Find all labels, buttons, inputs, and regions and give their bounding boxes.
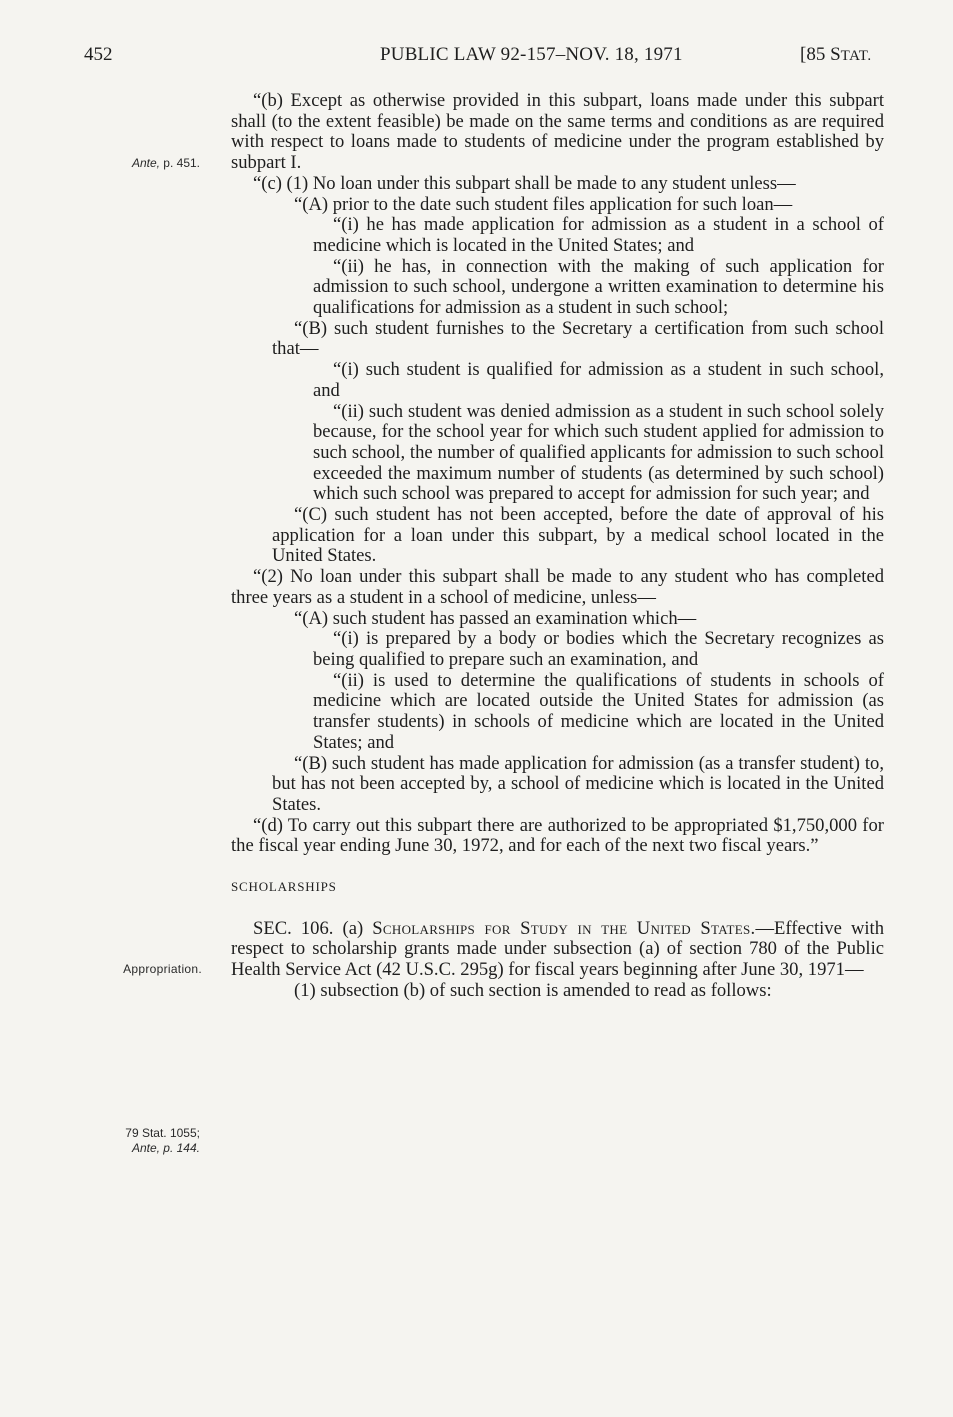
page-number: 452: [84, 44, 113, 65]
paragraph-106-1: (1) subsection (b) of such section is amended to read as follows:: [294, 979, 772, 1001]
paragraph-c1-B: “(B) such student furnishes to the Secretary a certification from such school that—: [272, 317, 884, 360]
margin-note-ante-page: p. 451.: [159, 156, 200, 170]
paragraph-c1-B-ii: “(ii) such student was denied admission as a student in such school solely because, for the school year for which such student applied for admission to such school, the number of qualified applicants for admission to such school exceeded the maximum number of students (as determined by such school) which such school was prepared to accept for admission for such year; and: [313, 400, 884, 505]
stat-small-caps: TAT.: [840, 48, 872, 64]
section-106: [231, 919, 884, 981]
margin-note-appropriation: Appropriation.: [123, 962, 202, 976]
margin-note-ante-144: Ante, p. 144.: [131, 1141, 200, 1155]
page-header: [0, 44, 953, 74]
statute-reference: [800, 44, 872, 66]
section-106-text: —Effective with respect to scholarship grants made under subsection (a) of section 780 of the Public Health Service Act (42 U.S.C. 295g) for fiscal years beginning after June 30, 1971—: [231, 917, 885, 981]
paragraph-c1-A-i: “(i) he has made application for admission as a student in a school of medicine which is located in the United States; and: [313, 214, 884, 256]
margin-note-79-stat: [80, 1126, 200, 1156]
paragraph-c2-B: “(B) such student has made application for admission (as a transfer student) to, but has not been accepted by, a school of medicine which is located in the United States.: [272, 752, 884, 815]
section-106-lead: SEC. 106. (a): [253, 917, 373, 939]
paragraph-b: “(b) Except as otherwise provided in this subpart, loans made under this subpart shall (to the extent feasible) be made on the same terms and conditions as are required with respect to loans made to students of medicine under the program established by subpart I.: [231, 90, 884, 174]
paragraph-c2-A: “(A) such student has passed an examination which—: [294, 607, 697, 629]
paragraph-c1-A-ii: “(ii) he has, in connection with the making of such application for admission to such school, undergone a written examination to determine his qualifications for admission as a student in such school;: [313, 255, 884, 319]
margin-note-ante-451: [80, 156, 200, 171]
paragraph-c1-A: “(A) prior to the date such student files application for such loan—: [294, 193, 793, 215]
running-title: PUBLIC LAW 92-157–NOV. 18, 1971: [380, 44, 683, 65]
stat-bracket: [85 S: [800, 44, 841, 65]
section-heading-scholarships: SCHOLARSHIPS: [231, 879, 337, 895]
margin-note-stat-1055: 79 Stat. 1055;: [125, 1126, 200, 1140]
paragraph-c1-B-i: “(i) such student is qualified for admission as a student in such school, and: [313, 359, 884, 401]
paragraph-c1: “(c) (1) No loan under this subpart shall be made to any student unless—: [253, 172, 796, 194]
paragraph-c2-A-ii: “(ii) is used to determine the qualifications of students in schools of medicine which are located outside the United States for admission (as transfer students) in schools of medicine which are located in the United States; and: [313, 669, 884, 753]
paragraph-c2-A-i: “(i) is prepared by a body or bodies which the Secretary recognizes as being qualified to prepare such an examination, and: [313, 628, 884, 670]
paragraph-c2: “(2) No loan under this subpart shall be made to any student who has completed three years as a student in a school of medicine, unless—: [231, 566, 884, 608]
paragraph-d: “(d) To carry out this subpart there are authorized to be appropriated $1,750,000 for the fiscal year ending June 30, 1972, and for each of the next two fiscal years.”: [231, 814, 884, 857]
paragraph-c1-C: “(C) such student has not been accepted, before the date of approval of his application for a loan under this subpart, by a medical school located in the United States.: [272, 504, 884, 567]
body-text: [231, 91, 884, 1002]
section-106-caption: Scholarships for Study in the United States.: [372, 917, 756, 939]
margin-note-ante-italic: Ante,: [131, 156, 160, 170]
